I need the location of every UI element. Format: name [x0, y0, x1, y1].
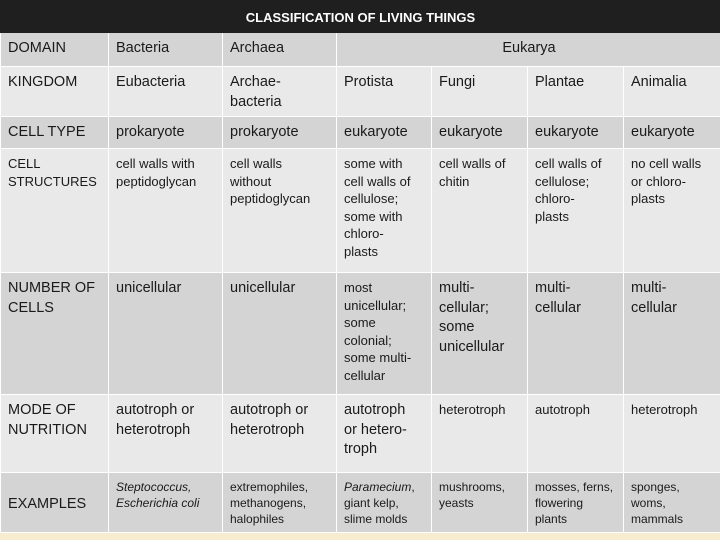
table-title: CLASSIFICATION OF LIVING THINGS: [1, 1, 720, 33]
row-label-examples: EXAMPLES: [1, 473, 109, 533]
row-cell-type: [1, 117, 720, 149]
table-title-row: [1, 1, 720, 33]
cell-cell-structures: some with cell walls of cellulose; some with chloro- plasts: [337, 149, 432, 273]
cell-cell-type: prokaryote: [223, 117, 337, 149]
row-mode-of-nutrition: [1, 395, 720, 473]
cell-examples: extremophiles, methanogens, halophiles: [223, 473, 337, 533]
cell-cell-type: eukaryote: [528, 117, 624, 149]
cell-domain-archaea: Archaea: [223, 33, 337, 67]
cell-number-of-cells: multi- cellular; some unicellular: [432, 273, 528, 395]
cell-cell-structures: cell walls of chitin: [432, 149, 528, 273]
row-cell-structures: [1, 149, 720, 273]
cell-domain-eukarya: Eukarya: [337, 33, 720, 67]
cell-kingdom: Archae- bacteria: [223, 67, 337, 117]
row-kingdom: [1, 67, 720, 117]
cell-cell-structures: cell walls of cellulose; chloro- plasts: [528, 149, 624, 273]
cell-mode-of-nutrition: heterotroph: [432, 395, 528, 473]
cell-kingdom: Fungi: [432, 67, 528, 117]
cell-kingdom: Animalia: [624, 67, 720, 117]
cell-kingdom: Protista: [337, 67, 432, 117]
cell-mode-of-nutrition: autotroph: [528, 395, 624, 473]
row-label-domain: DOMAIN: [1, 33, 109, 67]
cell-examples: Paramecium, giant kelp, slime molds: [337, 473, 432, 533]
cell-cell-type: eukaryote: [337, 117, 432, 149]
cell-mode-of-nutrition: autotroph or heterotroph: [223, 395, 337, 473]
cell-number-of-cells: multi- cellular: [528, 273, 624, 395]
cell-cell-type: prokaryote: [109, 117, 223, 149]
cell-mode-of-nutrition: autotroph or heterotroph: [109, 395, 223, 473]
row-domain: [1, 33, 720, 67]
cell-examples: Steptococcus, Escherichia coli: [109, 473, 223, 533]
cell-number-of-cells: multi- cellular: [624, 273, 720, 395]
cell-cell-structures: cell walls without peptidoglycan: [223, 149, 337, 273]
cell-number-of-cells: most unicellular; some colonial; some multi- cellular: [337, 273, 432, 395]
row-label-mode-of-nutrition: MODE OF NUTRITION: [1, 395, 109, 473]
row-label-cell-structures: CELL STRUCTURES: [1, 149, 109, 273]
row-label-kingdom: KINGDOM: [1, 67, 109, 117]
cell-mode-of-nutrition: heterotroph: [624, 395, 720, 473]
cell-cell-type: eukaryote: [432, 117, 528, 149]
italic-genus: Paramecium: [344, 480, 412, 494]
row-label-number-of-cells: NUMBER OF CELLS: [1, 273, 109, 395]
cell-cell-structures: cell walls with peptidoglycan: [109, 149, 223, 273]
cell-number-of-cells: unicellular: [109, 273, 223, 395]
cell-examples: mushrooms, yeasts: [432, 473, 528, 533]
cell-examples: sponges, woms, mammals: [624, 473, 720, 533]
cell-cell-structures: no cell walls or chloro- plasts: [624, 149, 720, 273]
cell-kingdom: Eubacteria: [109, 67, 223, 117]
cell-domain-bacteria: Bacteria: [109, 33, 223, 67]
row-number-of-cells: [1, 273, 720, 395]
row-label-cell-type: CELL TYPE: [1, 117, 109, 149]
row-examples: [1, 473, 720, 533]
cell-number-of-cells: unicellular: [223, 273, 337, 395]
cell-examples: mosses, ferns, flowering plants: [528, 473, 624, 533]
cell-mode-of-nutrition: autotroph or hetero- troph: [337, 395, 432, 473]
cell-kingdom: Plantae: [528, 67, 624, 117]
cell-cell-type: eukaryote: [624, 117, 720, 149]
